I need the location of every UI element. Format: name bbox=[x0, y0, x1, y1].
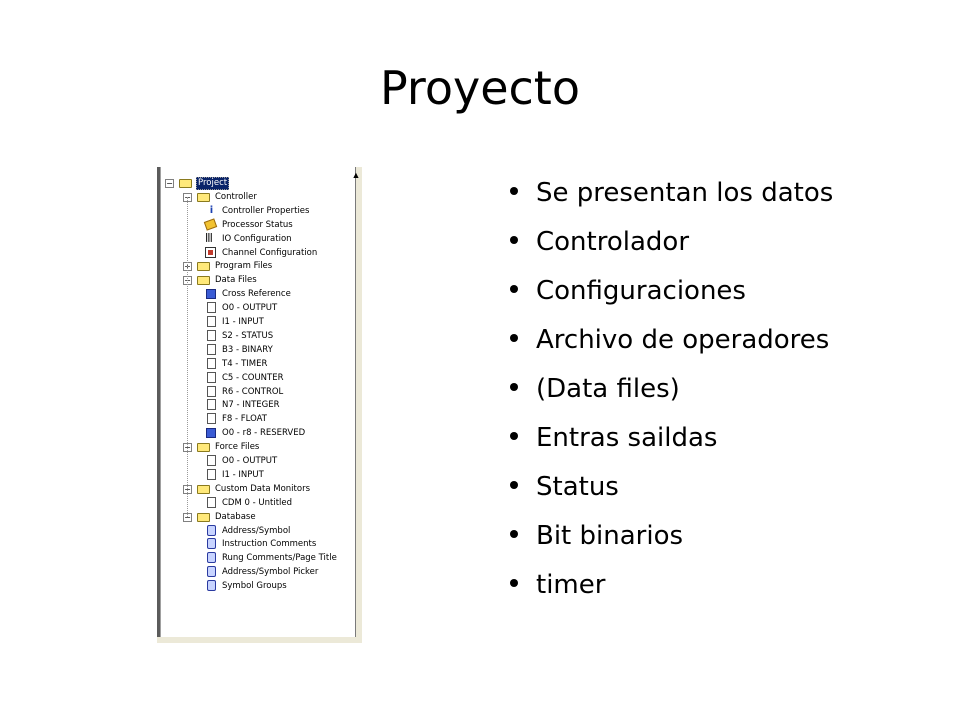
tree-item-label: I1 - INPUT bbox=[222, 317, 264, 327]
cross-reference-icon bbox=[205, 427, 218, 438]
file-icon bbox=[205, 372, 218, 383]
tree-item[interactable] bbox=[165, 247, 355, 260]
file-icon bbox=[205, 358, 218, 369]
info-icon: i bbox=[209, 204, 214, 216]
tree-item-label: Cross Reference bbox=[222, 289, 291, 300]
file-icon bbox=[205, 399, 218, 410]
bullet-item bbox=[510, 466, 950, 515]
bullet-dot-icon bbox=[510, 187, 518, 195]
file-icon bbox=[205, 344, 218, 355]
tree-item-label: Address/Symbol Picker bbox=[222, 567, 319, 578]
folder-icon bbox=[197, 191, 210, 202]
tree-item-label: CDM 0 - Untitled bbox=[222, 497, 293, 508]
tree-item[interactable] bbox=[165, 497, 355, 510]
tree-item[interactable] bbox=[165, 372, 355, 385]
bullet-item bbox=[510, 270, 950, 319]
panel-left-border-highlight bbox=[160, 167, 161, 643]
processor-icon bbox=[205, 219, 218, 230]
tree-item[interactable] bbox=[165, 552, 355, 565]
tree-item-label: Program Files bbox=[215, 261, 273, 272]
folder-icon bbox=[197, 511, 210, 522]
tree-item-label: Database bbox=[215, 511, 256, 522]
bullet-dot-icon bbox=[510, 432, 518, 440]
bullet-text: Configuraciones bbox=[536, 276, 746, 306]
database-icon bbox=[205, 566, 218, 577]
tree-item[interactable] bbox=[165, 302, 355, 315]
tree-item-label: Rung Comments/Page Title bbox=[222, 553, 337, 564]
collapse-icon[interactable]: − bbox=[184, 443, 191, 453]
collapse-icon[interactable]: − bbox=[184, 192, 191, 202]
tree-item-label: Address/Symbol bbox=[222, 525, 291, 536]
database-icon bbox=[205, 525, 218, 536]
tree-item-label: Channel Configuration bbox=[222, 247, 318, 258]
bullet-item bbox=[510, 221, 950, 270]
tree-item[interactable] bbox=[165, 566, 355, 579]
bullet-text: Se presentan los datos bbox=[536, 178, 834, 208]
tree-item[interactable] bbox=[165, 483, 355, 496]
tree-item[interactable] bbox=[165, 233, 355, 246]
tree-item[interactable] bbox=[165, 441, 355, 454]
bullet-text: Status bbox=[536, 472, 619, 502]
scroll-up-icon[interactable]: ▲ bbox=[351, 170, 361, 180]
panel-scroll-track[interactable] bbox=[356, 167, 362, 643]
tree-item-label: Data Files bbox=[215, 275, 257, 286]
bullet-item bbox=[510, 368, 950, 417]
tree-item-label: O0 - OUTPUT bbox=[222, 456, 278, 466]
tree-item[interactable] bbox=[165, 511, 355, 524]
bullet-item bbox=[510, 515, 950, 564]
bullet-text: (Data files) bbox=[536, 374, 680, 404]
bullet-list bbox=[510, 172, 950, 613]
bullet-item bbox=[510, 417, 950, 466]
tree-item-label: O0 - r8 - RESERVED bbox=[222, 428, 306, 439]
tree-item[interactable] bbox=[165, 580, 355, 593]
tree-item[interactable] bbox=[165, 260, 355, 273]
tree-item[interactable] bbox=[165, 525, 355, 538]
collapse-icon[interactable]: − bbox=[184, 512, 191, 522]
channel-icon bbox=[205, 247, 218, 258]
tree-item[interactable] bbox=[165, 455, 355, 468]
tree-item[interactable] bbox=[165, 358, 355, 371]
tree-item[interactable] bbox=[165, 469, 355, 482]
tree-item[interactable] bbox=[165, 288, 355, 301]
folder-icon bbox=[197, 274, 210, 285]
file-icon bbox=[205, 497, 218, 508]
tree-item-label: Instruction Comments bbox=[222, 539, 317, 550]
bullet-text: timer bbox=[536, 570, 606, 600]
tree-item-label: Processor Status bbox=[222, 219, 293, 230]
bullet-item bbox=[510, 319, 950, 368]
tree-item-label: Custom Data Monitors bbox=[215, 483, 311, 494]
bullet-text: Bit binarios bbox=[536, 521, 684, 551]
tree-item-label: S2 - STATUS bbox=[222, 330, 274, 341]
tree-item-label: C5 - COUNTER bbox=[222, 372, 284, 383]
panel-bottom-border bbox=[157, 637, 362, 643]
tree-item[interactable] bbox=[165, 177, 355, 190]
bullet-dot-icon bbox=[510, 481, 518, 489]
database-icon bbox=[205, 552, 218, 563]
bullet-dot-icon bbox=[510, 334, 518, 342]
database-icon bbox=[205, 538, 218, 549]
file-icon bbox=[205, 386, 218, 397]
bullet-text: Archivo de operadores bbox=[536, 325, 830, 355]
bullet-item bbox=[510, 564, 950, 613]
file-icon bbox=[205, 316, 218, 327]
tree-item[interactable] bbox=[165, 330, 355, 343]
tree-item[interactable] bbox=[165, 274, 355, 287]
project-tree-panel bbox=[157, 167, 362, 643]
bullet-dot-icon bbox=[510, 383, 518, 391]
folder-icon bbox=[197, 483, 210, 494]
file-icon bbox=[205, 469, 218, 480]
file-icon bbox=[205, 302, 218, 313]
tree-item-label: IO Configuration bbox=[222, 233, 292, 244]
tree-item-label: Controller bbox=[215, 191, 257, 202]
file-icon bbox=[205, 330, 218, 341]
tree-item-label: R6 - CONTROL bbox=[222, 386, 284, 397]
tree-item-label: B3 - BINARY bbox=[222, 344, 273, 355]
tree-item-label: Project bbox=[198, 178, 228, 188]
tree-item[interactable] bbox=[165, 399, 355, 412]
cross-reference-icon bbox=[205, 288, 218, 299]
file-icon bbox=[205, 413, 218, 424]
tree-guide-line bbox=[187, 197, 188, 517]
tree-item[interactable] bbox=[165, 427, 355, 440]
tree-item-label: O0 - OUTPUT bbox=[222, 303, 278, 314]
tree-item[interactable] bbox=[165, 538, 355, 551]
collapse-icon[interactable]: − bbox=[166, 179, 173, 188]
file-icon bbox=[205, 455, 218, 466]
tree-item[interactable] bbox=[165, 205, 355, 218]
folder-icon bbox=[197, 260, 210, 271]
tree-item-label: I1 - INPUT bbox=[222, 469, 264, 480]
tree-item[interactable] bbox=[165, 344, 355, 357]
collapse-icon[interactable]: − bbox=[184, 484, 191, 494]
folder-icon bbox=[179, 177, 192, 188]
folder-icon bbox=[197, 441, 210, 452]
slide-title: Proyecto bbox=[380, 61, 580, 115]
bullet-item bbox=[510, 172, 950, 221]
expand-icon[interactable]: + bbox=[184, 262, 191, 272]
tree-item[interactable] bbox=[165, 219, 355, 232]
tree-item[interactable] bbox=[165, 191, 355, 204]
bullet-dot-icon bbox=[510, 579, 518, 587]
tree-item-label: T4 - TIMER bbox=[222, 358, 268, 369]
bullet-text: Controlador bbox=[536, 227, 690, 257]
tree-item[interactable] bbox=[165, 316, 355, 329]
collapse-icon[interactable]: − bbox=[184, 276, 191, 286]
tree-item-label: N7 - INTEGER bbox=[222, 400, 280, 411]
io-config-icon: ||| bbox=[205, 232, 212, 243]
tree-item[interactable] bbox=[165, 386, 355, 399]
tree-item[interactable] bbox=[165, 413, 355, 426]
bullet-text: Entras saildas bbox=[536, 423, 718, 453]
bullet-dot-icon bbox=[510, 530, 518, 538]
bullet-dot-icon bbox=[510, 236, 518, 244]
tree-item-label: F8 - FLOAT bbox=[222, 414, 267, 425]
bullet-dot-icon bbox=[510, 285, 518, 293]
tree-item-label: Symbol Groups bbox=[222, 581, 287, 592]
database-icon bbox=[205, 580, 218, 591]
tree-item-label: Force Files bbox=[215, 442, 260, 453]
tree-item-label: Controller Properties bbox=[222, 205, 310, 216]
